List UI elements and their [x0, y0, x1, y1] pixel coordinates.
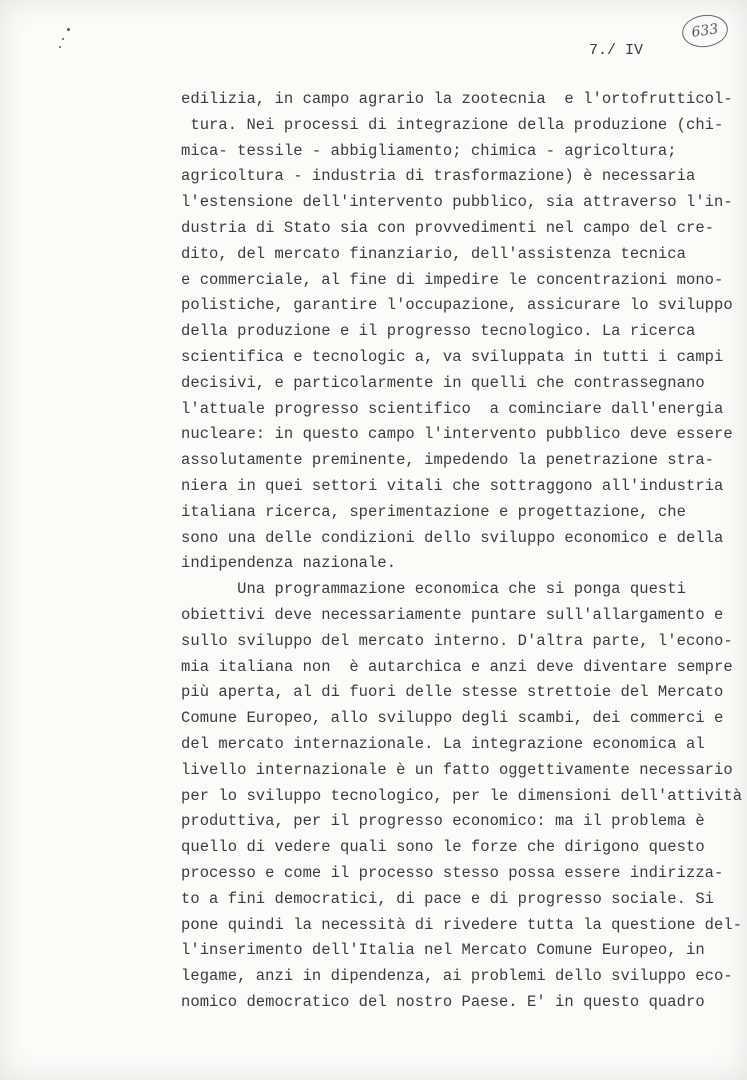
text-line: dito, del mercato finanziario, dell'assistenza tecnica — [181, 245, 686, 263]
text-line: indipendenza nazionale. — [181, 554, 397, 572]
text-line: scientifica e tecnologic a, va sviluppata in tutti i campi — [181, 348, 724, 366]
text-line: Comune Europeo, allo sviluppo degli scambi, dei commerci e — [181, 709, 724, 727]
text-line: tura. Nei processi di integrazione della produzione (chi- — [181, 116, 724, 134]
text-line: decisivi, e particolarmente in quelli che contrassegnano — [181, 374, 705, 392]
page-number: 7./ IV — [589, 42, 644, 59]
text-line: più aperta, al di fuori delle stesse strettoie del Mercato — [181, 683, 724, 701]
text-line: del mercato internazionale. La integrazione economica al — [181, 735, 705, 753]
text-line: nucleare: in questo campo l'intervento pubblico deve essere — [181, 425, 733, 443]
text-line: dustria di Stato sia con provvedimenti nel campo del cre- — [181, 219, 715, 237]
archive-stamp-number: 633 — [690, 21, 720, 41]
ink-speck — [67, 28, 70, 31]
text-line: processo e come il processo stesso possa essere indirizza- — [181, 864, 724, 882]
text-line: polistiche, garantire l'occupazione, assicurare lo sviluppo — [181, 296, 733, 314]
text-line: e commerciale, al fine di impedire le concentrazioni mono- — [181, 271, 724, 289]
text-line: niera in quei settori vitali che sottraggono all'industria — [181, 477, 724, 495]
text-line: obiettivi deve necessariamente puntare sull'allargamento e — [181, 606, 724, 624]
ink-speck — [62, 38, 64, 40]
text-line: agricoltura - industria di trasformazione) è necessaria — [181, 167, 696, 185]
text-line: l'inserimento dell'Italia nel Mercato Comune Europeo, in — [181, 941, 705, 959]
text-line: nomico democratico del nostro Paese. E' in questo quadro — [181, 993, 705, 1011]
text-line: legame, anzi in dipendenza, ai problemi dello sviluppo eco- — [181, 967, 733, 985]
archive-stamp — [680, 12, 730, 50]
text-line: pone quindi la necessità di rivedere tutta la questione del- — [181, 916, 743, 934]
text-line: edilizia, in campo agrario la zootecnia e l'ortofrutticol- — [181, 90, 733, 108]
text-line: produttiva, per il progresso economico: ma il problema è — [181, 812, 705, 830]
text-line: quello di vedere quali sono le forze che dirigono questo — [181, 838, 705, 856]
text-line: sono una delle condizioni dello sviluppo economico e della — [181, 529, 724, 547]
text-line: l'estensione dell'intervento pubblico, sia attraverso l'in- — [181, 193, 733, 211]
text-line: livello internazionale è un fatto oggettivamente necessario — [181, 761, 733, 779]
text-line: Una programmazione economica che si ponga questi — [181, 580, 686, 598]
text-line: assolutamente preminente, impedendo la penetrazione stra- — [181, 451, 715, 469]
text-line: italiana ricerca, sperimentazione e progettazione, che — [181, 503, 686, 521]
text-line: to a fini democratici, di pace e di progresso sociale. Si — [181, 890, 715, 908]
text-line: mia italiana non è autarchica e anzi deve diventare sempre — [181, 658, 733, 676]
text-line: per lo sviluppo tecnologico, per le dimensioni dell'attività — [181, 787, 743, 805]
ink-speck — [59, 46, 61, 48]
text-line: mica- tessile - abbigliamento; chimica - agricoltura; — [181, 142, 677, 160]
text-line: della produzione e il progresso tecnologico. La ricerca — [181, 322, 696, 340]
text-line: l'attuale progresso scientifico a cominciare dall'energia — [181, 400, 724, 418]
text-line: sullo sviluppo del mercato interno. D'altra parte, l'econo- — [181, 632, 733, 650]
